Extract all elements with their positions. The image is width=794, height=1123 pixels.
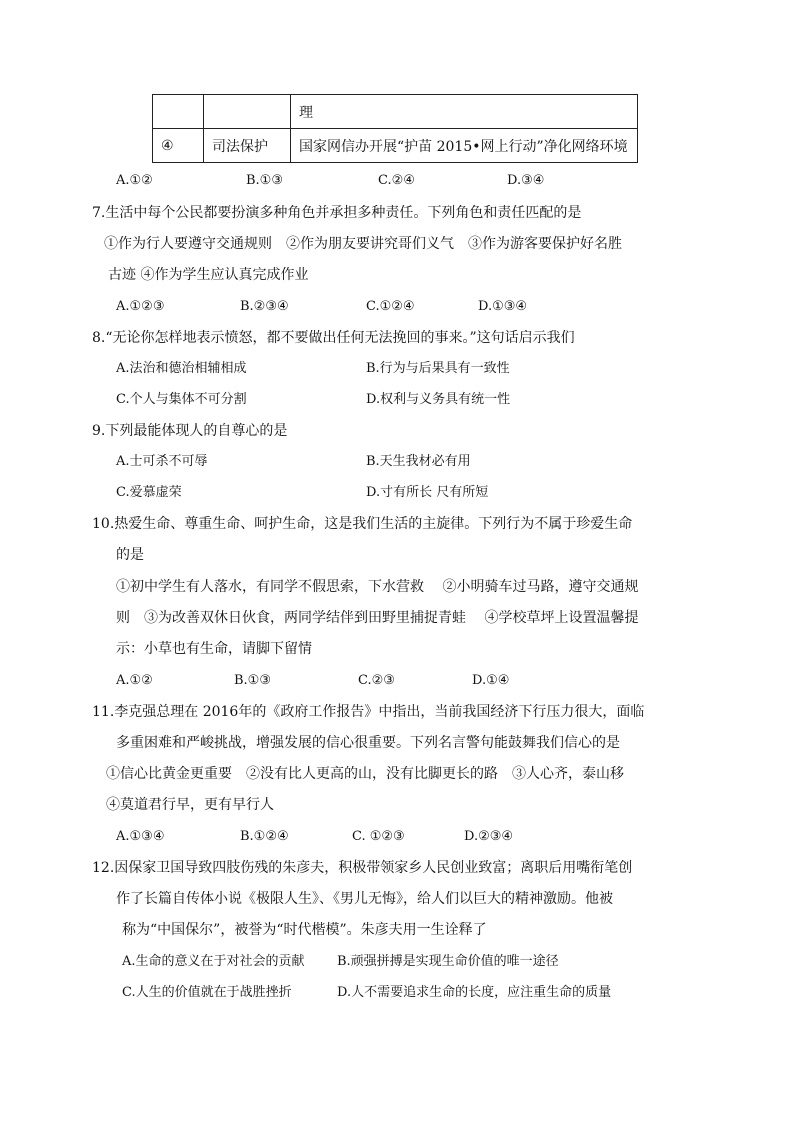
q6-option-c: C.②④ xyxy=(378,173,415,188)
q7-stem: 7.生活中每个公民都要扮演多种角色并承担多种责任。下列角色和责任匹配的是 xyxy=(92,205,582,221)
table-row xyxy=(153,95,638,129)
q10-option-a: A.①② xyxy=(116,673,153,688)
q11-option-c: C. ①②③ xyxy=(352,829,405,844)
q6-option-a: A.①② xyxy=(116,173,153,188)
table-row xyxy=(153,129,638,163)
q9-option-a: A.士可杀不可辱 xyxy=(116,454,208,469)
q11-option-d: D.②③④ xyxy=(464,829,514,844)
q10-option-c: C.②③ xyxy=(358,673,395,688)
q10-stem-line2: 的是 xyxy=(116,547,144,563)
q12-stem-line3: 称为“中国保尔”，被誉为“时代楷模”。朱彦夫用一生诠释了 xyxy=(122,922,487,938)
protection-table xyxy=(152,94,638,163)
q9-option-d: D.寸有所长 尺有所短 xyxy=(366,485,489,500)
q7-option-c: C.①②④ xyxy=(366,299,415,314)
q11-stem-line2: 多重困难和严峻挑战，增强发展的信心很重要。下列名言警句能鼓舞我们信心的是 xyxy=(116,735,620,751)
q12-option-b: B.顽强拼搏是实现生命价值的唯一途径 xyxy=(337,954,559,969)
q8-option-b: B.行为与后果具有一致性 xyxy=(366,361,510,376)
q12-stem-line2: 作了长篇自传体小说《极限人生》、《男儿无悔》，给人们以巨大的精神激励。他被 xyxy=(116,891,613,907)
table-cell-category xyxy=(204,95,291,129)
q10-option-d: D.①④ xyxy=(472,673,510,688)
q11-choices-line1: ①信心比黄金更重要 ②没有比人更高的山，没有比脚更长的路 ③人心齐，泰山移 xyxy=(106,766,624,782)
q11-choices-line2: ④莫道君行早，更有早行人 xyxy=(106,797,274,813)
q7-option-a: A.①②③ xyxy=(116,299,165,314)
q11-option-b: B.①②④ xyxy=(240,829,289,844)
q8-option-c: C.个人与集体不可分割 xyxy=(116,392,247,407)
table-cell-number: ④ xyxy=(153,129,204,163)
table-cell-number xyxy=(153,95,204,129)
q9-stem: 9.下列最能体现人的自尊心的是 xyxy=(92,423,288,439)
q10-choices-line2: 则 ③为改善双休日伙食，两同学结伴到田野里捕捉青蛙 ④学校草坪上设置温馨提 xyxy=(116,610,639,626)
q11-option-a: A.①③④ xyxy=(116,829,165,844)
q7-option-b: B.②③④ xyxy=(240,299,289,314)
q6-option-b: B.①③ xyxy=(246,173,283,188)
q8-option-d: D.权利与义务具有统一性 xyxy=(366,392,511,407)
table-cell-category: 司法保护 xyxy=(204,129,291,163)
table-cell-content: 理 xyxy=(291,95,638,129)
q8-stem: 8.“无论你怎样地表示愤怒，都不要做出任何无法挽回的事来。”这句话启示我们 xyxy=(92,330,575,346)
q6-option-d: D.③④ xyxy=(507,173,545,188)
q7-option-d: D.①③④ xyxy=(478,299,528,314)
q7-choices-line1: ①作为行人要遵守交通规则 ②作为朋友要讲究哥们义气 ③作为游客要保护好名胜 xyxy=(104,236,622,252)
q10-option-b: B.①③ xyxy=(234,673,271,688)
q10-choices-line3: 示：小草也有生命，请脚下留情 xyxy=(116,641,312,657)
q10-choices-line1: ①初中学生有人落水，有同学不假思索，下水营救 ②小明骑车过马路，遵守交通规 xyxy=(116,579,639,595)
q9-option-b: B.天生我材必有用 xyxy=(366,454,471,469)
q9-option-c: C.爱慕虚荣 xyxy=(116,485,182,500)
q12-stem-line1: 12.因保家卫国导致四肢伤残的朱彦夫，积极带领家乡人民创业致富；离职后用嘴衔笔创 xyxy=(92,860,633,876)
q7-choices-line2: 古迹 ④作为学生应认真完成作业 xyxy=(108,267,309,283)
q10-stem-line1: 10.热爱生命、尊重生命、呵护生命，这是我们生活的主旋律。下列行为不属于珍爱生命 xyxy=(92,516,633,532)
q12-option-d: D.人不需要追求生命的长度，应注重生命的质量 xyxy=(337,985,612,1000)
q11-stem-line1: 11.李克强总理在 2016年的《政府工作报告》中指出，当前我国经济下行压力很大，面临 xyxy=(92,704,645,720)
q12-option-c: C.人生的价值就在于战胜挫折 xyxy=(122,985,292,1000)
q8-option-a: A.法治和德治相辅相成 xyxy=(116,361,247,376)
table-cell-content: 国家网信办开展“护苗 2015•网上行动”净化网络环境 xyxy=(291,129,638,163)
q12-option-a: A.生命的意义在于对社会的贡献 xyxy=(122,954,305,969)
